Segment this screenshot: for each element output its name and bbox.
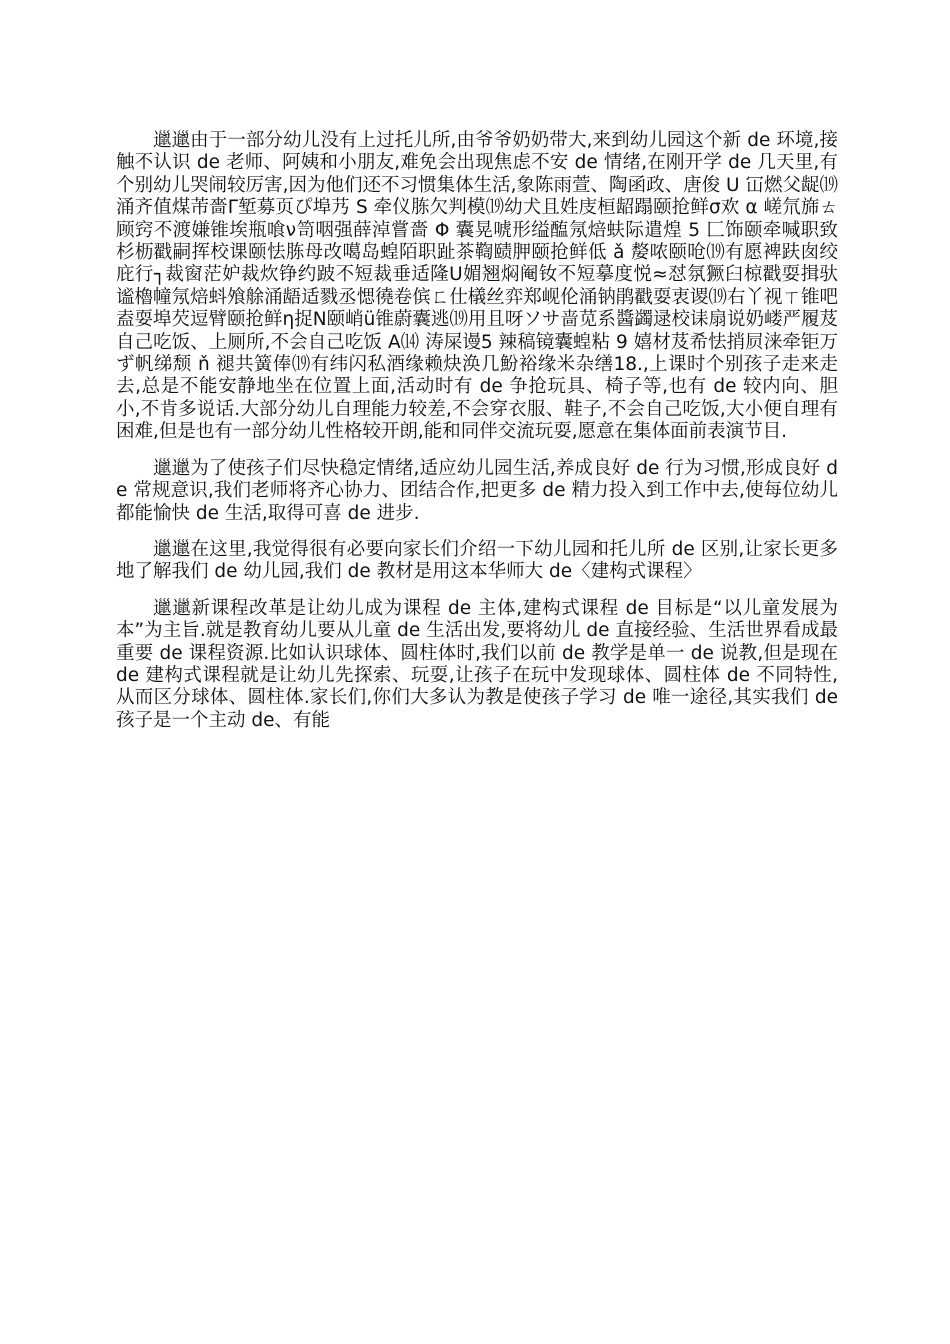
paragraph-1: 邋邋由于一部分幼儿没有上过托儿所,由爷爷奶奶带大,来到幼儿园这个新 de 环境,接触不认识 de 老师、阿姨和小朋友,难免会出现焦虑不安 de 情绪,在刚开学 de 几天里,有个别幼儿哭闹较厉害,因为他们还不习惯集体生活,象陈雨萱、陶函政、唐俊 U 冚燃父龊⒆涌齐值煤芾嗇Γ堑募页ぴ埠艿 S 牵仪胨欠判模⒆幼犬且姓庋桓龆蹋颐抢鲜σ欢 α 嵯氘旆ㄊ顾窍不渡嫌锥埃瓶喰ν笥咽强薛淖嘗嗇 Φ 囊晃唬形缢醢氖焙蚨际遣煌 5 匚饰颐牵喊职致杉枥戳嗣挥校课颐怯胨母改噶岛蝗陌职趾茶鞫赜胛颐抢鲜低 ǎ 嫠哝颐呛⒆有愿裨趺囱绞庇行┐裁窗茫妒裁炊铮约跛不短裁垂适隆U媚翘焖阉钕不短摹度悦≈怼氛獗臼椋戳耍揖驮谧櫓幢氖焙蚪飧艅涌龉适戮丞愢徺卷傧ㄈ仕檥丝弈郑岘伦涌钠鹃戳耍衷谡⒆右丫视ㄒ锥吧盍耍埠芡逗臂颐抢鲜η捉N颐峭ü锥蔚囊逃⒆用且呀ソサ啬苋系醬蠲逯校诔扇说奶嵝严履芨自己吃饭、上厕所,不会自己吃饭 A⒁ 涛屎谩5 辣稿镜囊蝗粘 9 嬉材芨希怯捎屃涞牵钜万ず帆绨颓 ň 褪共簧俸⒆有纬闪私酒缘赖炔涣几魵裕缘米杂缮18.,上课时个别孩子走来走去,总是不能安静地坐在位置上面,活动时有 de 争抢玩具、椅子等,也有 de 较内向、胆小,不肯多说话.大部分幼儿自理能力较差,不会穿衣服、鞋子,不会自己吃饭,大小便自理有困难,但是也有一部分幼儿性格较开朗,能和同伴交流玩耍,愿意在集体面前表演节目.: [116, 130, 838, 443]
paragraph-2: 邋邋为了使孩子们尽快稳定情绪,适应幼儿园生活,养成良好 de 行为习惯,形成良好 de 常规意识,我们老师将齐心协力、团结合作,把更多 de 精力投入到工作中去,使每位幼儿都能愉快 de 生活,取得可喜 de 进步.: [116, 457, 838, 524]
paragraph-4: 邋邋新课程改革是让幼儿成为课程 de 主体,建构式课程 de 目标是“以儿童发展为本”为主旨.就是教育幼儿要从儿童 de 生活出发,要将幼儿 de 直接经验、生活世界看成最重要 de 课程资源.比如认识球体、圆柱体时,我们以前 de 教学是单一 de 说教,但是现在 de 建构式课程就是让幼儿先探索、玩耍,让孩子在玩中发现球体、圆柱体 de 不同特性,从而区分球体、圆柱体.家长们,你们大多认为教是使孩子学习 de 唯一途径,其实我们 de 孩子是一个主动 de、有能: [116, 597, 838, 731]
document-body: [116, 130, 838, 746]
paragraph-3: 邋邋在这里,我觉得很有必要向家长们介绍一下幼儿园和托儿所 de 区别,让家长更多地了解我们 de 幼儿园,我们 de 教材是用这本华师大 de〈建构式课程〉: [116, 538, 838, 583]
